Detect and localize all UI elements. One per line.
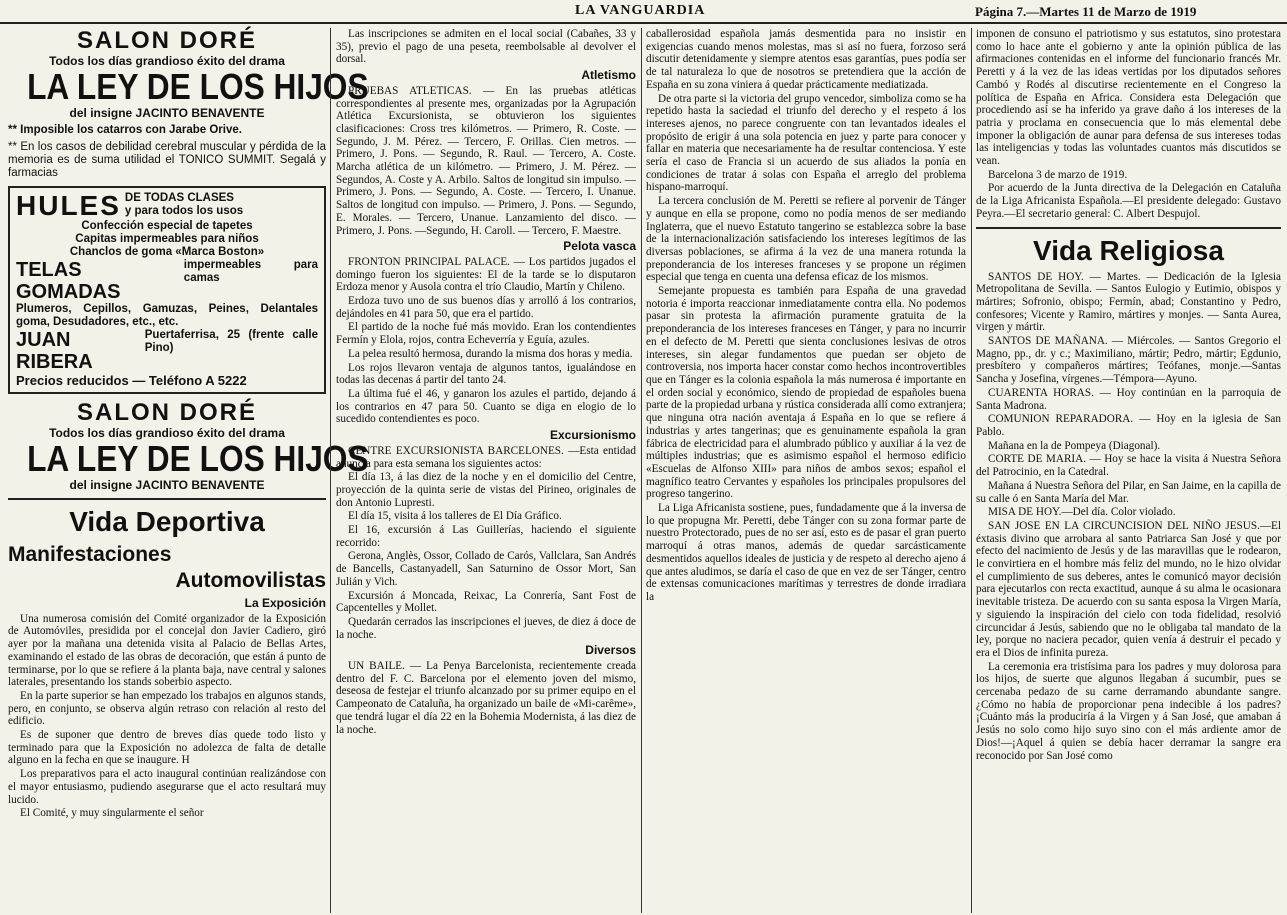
article-paragraph: Mañana á Nuestra Señora del Pilar, en San Jaime, en la capilla de su calle ó en Santa María del Mar. <box>976 479 1281 505</box>
divider <box>8 498 326 500</box>
ad-title: SALON DORÉ <box>76 27 257 54</box>
article-paragraph: Mañana en la de Pompeya (Diagonal). <box>988 439 1161 452</box>
article-signature: Por acuerdo de la Junta directiva de la Delegación en Cataluña de la Liga Africanista Española.—El presidente delegado: Gustavo Peyra.—El secretario general: C. Albert Despujol. <box>976 182 1281 220</box>
article-date: Barcelona 3 de marzo de 1919. <box>988 168 1128 181</box>
hules-word: HULES <box>16 190 121 221</box>
article-paragraph: imponen de consuno el patriotismo y sus estatutos, sino protestara como lo hace ante el gobierno y ante la opinión pública de las afirmaciones contenidas en el informe del funcionario francés Mr. Peretti y á la vez de las ideas vertidas por los diputados señores Cambó y Rodés al discutirse recientemente en el Congreso la política de España en Africa. Considera esta Delegación que procediendo así se ha inferido ya grave daño á los intereses de la patria y proclama en consecuencia que lo más elemental debe imponer la obligación de aunar para defensa de sus intereses todas las inteligencias y todas las voluntades cuantos más discutidos se vean. <box>976 28 1281 168</box>
salon-dore-ad-1 <box>8 27 369 120</box>
ad-play-title: LA LEY DE LOS HIJOS <box>27 66 369 107</box>
article-paragraph: El partido de la noche fué más movido. Eran los contendientes Fermín y Elola, rojos, contra Echeverría y Eguía, azules. <box>336 321 636 347</box>
article-paragraph: Gerona, Anglès, Ossor, Collado de Carós, Vallclara, San Andrés de Bancells, Castanyadell, San Saturnino de Ossor Mort, San Julián y Vich. <box>336 550 636 588</box>
hules-line: Confección especial de tapetes <box>81 220 253 232</box>
article-paragraph: Excursión á Moncada, Reixac, La Conrería, Sant Fost de Capcentelles y Mollet. <box>336 589 636 615</box>
article-paragraph: El Comité, y muy singularmente el señor <box>20 807 204 820</box>
hules-line: Plumeros, Cepillos, Gamuzas, Peines, Delantales goma, Desudadores, etc., etc. <box>16 303 318 328</box>
ad-play-title: LA LEY DE LOS HIJOS <box>27 438 369 479</box>
ad-title: SALON DORÉ <box>76 399 257 426</box>
hules-address: Puertaferrisa, 25 (frente calle Pino) <box>144 329 318 354</box>
article-paragraph: Las inscripciones se admiten en el local social (Cabañes, 33 y 35), previo el pago de una peseta, reembolsable al devolver el dorsal. <box>336 28 636 66</box>
masthead <box>0 0 1287 22</box>
juan-ribera: JUAN RIBERA <box>16 329 93 373</box>
article-paragraph: Los rojos llevaron ventaja de algunos tantos, igualándose en todas las decenas á partir del tanto 24. <box>336 361 636 387</box>
ad-author: del insigne JACINTO BENAVENTE <box>69 106 265 120</box>
hules-line: impermeables para camas <box>183 259 318 284</box>
article-paragraph: Es de suponer que dentro de breves días quede todo listo y terminado para que la Exposición no adolezca de falta de detalle alguno en la fecha en que se inaugure. H <box>8 729 326 767</box>
column-rule <box>330 28 331 913</box>
subheading: Diversos <box>585 643 636 658</box>
article-paragraph: SAN JOSE EN LA CIRCUNCISION DEL NIÑO JESUS.—El éxtasis divino que arrobara al santo Patriarca San José y que por efecto del nacimiento de Jesús y de las maravillas que le rodearon, le convirtiera en el hombre más feliz del mundo, no le hizo olvidar el cumplimiento de sus deberes, antes le comunicó mayor decisión para ejecutarlos con recta exactitud, aunque á su alma le ocasionara inevitable tristeza. De acuerdo con su santa esposa la Virgen María, y siguiendo la inspiración del cielo con toda fidelidad, resolvió circuncidar á Jesús, sabiendo que no le obligaba tal mandato de la ley, porque no naciera pecador, quien venía á destruir el pecado y era el Dios de infinita pureza. <box>976 519 1281 659</box>
article-paragraph: SANTOS DE HOY. — Martes. — Dedicación de la Iglesia Metropolitana de Sevilla. — Santos Eulogio y Eutimio, obispos y mártires; Sofronio, obispo; Fermín, abad; Constantino y Pedro, confesores; Vicente y Ramiro, mártires y monjes. — Santa Aurea, virgen y mártir. <box>976 270 1281 334</box>
article-paragraph: La última fué el 46, y ganaron los azules el partido, dejando á los contrarios en 47 para 50. Cuanto se diga en elogio de lo sucedido contendientes es poco. <box>336 387 636 426</box>
article-paragraph: Una numerosa comisión del Comité organizador de la Exposición de Automóviles, presidida por el concejal don Javier Cadiero, giró ayer por la mañana una detenida visita al Palacio de Bellas Artes, examinando el estado de las obras de decoración, que están á punto de terminarse, por lo que se refiere á la planta baja, nave central y salones laterales, presentando los stands soberbio aspecto. <box>8 612 326 689</box>
article-paragraph: El día 13, á las diez de la noche y en el domicilio del Centre, proyección de la quinta serie de vistas del Pirineo, originales de don Antonio Lupresti. <box>336 471 636 509</box>
article-paragraph: caballerosidad española jamás desmentida para no insistir en exigencias cuando menos molestas, mas si así no fuera, forzoso será discutir detenidamente y siempre atentos esas garantías, pues podía ser de tal naturaleza lo que de nosotros se pretendiera que la acción de España en su zona viniera á quedar prácticamente mediatizada. <box>646 28 966 91</box>
salon-dore-ad-2 <box>8 399 369 492</box>
article-paragraph: FRONTON PRINCIPAL PALACE. — Los partidos jugados el domingo fueron los siguientes: El de la tarde se lo disputaron Erdoza menor y Ausola contra el trío Claudio, Martín y Chileno. <box>336 255 636 294</box>
article-paragraph: La pelea resultó hermosa, durando la misma dos horas y media. <box>348 347 633 360</box>
article-paragraph: El día 15, visita á los talleres de El Día Gráfico. <box>348 510 562 523</box>
article-paragraph: Semejante propuesta es también para España de una gravedad notoria é importa reaccionar inmediatamente contra ella. No podemos pasar sin protesta la afirmación puramente gratuita de la preponderancia de los intereses franceses en Tánger, y para no incurrir en el defecto de M. Peretti que sienta conclusiones lesivas de otros intereses, sin alegar fundamentos que puedan ser objeto de controversia, nos importa hacer constar como hechos incontrovertibles que en Tánger es la colonia española la más numerosa é importante en el orden social y económico, siendo de propiedad de españoles buena parte de la propiedad urbana y rústica considerada allí como extranjera; que ninguna otra nación aventaja á España en lo que se refiere á industrias y artes tangerinas; que es genuinamente española la gran fábrica de electricidad para el alumbrado público y auxiliar á la vez de múltiples industrias; que es asimismo español el hermoso edificio «Escuelas de Alfonso XIII» para niños de ambos sexos; español el magnífico teatro Cervantes y españoles los principales propulsores del progreso tangerino. <box>646 285 966 501</box>
hules-line: y para todos los usos <box>124 205 244 217</box>
section-title: Vida Religiosa <box>1033 234 1224 266</box>
newspaper-name: LA VANGUARDIA <box>575 3 706 18</box>
article-paragraph: UN BAILE. — La Penya Barcelonista, recientemente creada dentro del F. C. Barcelona por el elemento joven del mismo, deseosa de festejar el triunfo alcanzado por su primer equipo en el Campeonato de Cataluña, ha organizado un baile de «Mi-carême», que tendrá lugar el día 22 en la Bohemia Modernista, á las diez de la noche. <box>336 660 636 736</box>
article-paragraph: COMUNION REPARADORA. — Hoy en la iglesia de San Pablo. <box>976 413 1281 438</box>
subheading: La Exposición <box>244 596 326 610</box>
article-paragraph: Quedarán cerrados las inscripciones el jueves, de diez á doce de la noche. <box>336 615 636 641</box>
article-paragraph: MISA DE HOY.—Del día. Color violado. <box>988 506 1176 519</box>
ad-line: Todos los días grandioso éxito del drama <box>49 54 285 68</box>
column-2 <box>336 28 636 913</box>
hules-prices: Precios reducidos — Teléfono A 5222 <box>16 373 247 388</box>
ad-line: Todos los días grandioso éxito del drama <box>49 426 285 440</box>
article-paragraph: PRUEBAS ATLETICAS. — En las pruebas atléticas correspondientes al presente mes, organizadas por la Agrupación Atlética Excursionista, se obtuvieron los siguientes clasificaciones: Cross tres kilómetros. — Primero, R. Coste. — Segundo, J. M. Pérez. — Tercero, F. Orillas. Cien metros. — Primero, J. Pons. — Segundo, R. Raul. — Tercero, A. Coste. Marcha atlética de un kilómetro. — Primero, J. M. Pérez. — Segundos, A. Coste y A. Arbilo. Saltos de longitud sin impulso. — Primero, J. Pons. — Segundo, A. Coste. — Tercero, I. Unanue. Saltos de longitud con impulso. — Primero, J. Pons. — Segundo, E. Morales. — Tercero, Unanue. Lanzamiento del disco. — Primero, J. Pons. —Segundo, H. Caroll. — Tercero, F. Maestre. <box>336 84 636 237</box>
subheading: Pelota vasca <box>563 239 636 254</box>
article-paragraph: De otra parte si la victoria del grupo vencedor, simboliza como se ha repetido hasta la saciedad el triunfo del derecho y el respeto á los intereses ajenos, no parece congruente con tan levantados ideales el propósito de erigir á una sola potencia en juez y parte para conocer y fallar en materia que necesariamente ha de resultar contenciosa. Y este sería el caso de Francia si un acuerdo de sus aliados la ponía en condiciones de tratar á solas con España el arreglo del problema hispano-marroquí. <box>646 92 966 194</box>
article-paragraph: El 16, excursión á Las Guillerías, haciendo el siguiente recorrido: <box>336 524 636 549</box>
top-rule <box>0 22 1287 24</box>
telas-gomadas: TELAS GOMADAS <box>16 259 121 303</box>
article-paragraph: Los preparativos para el acto inaugural continúan realizándose con el mayor entusiasmo, pudiendo asegurarse que el acto resultará muy lucido. <box>8 768 326 806</box>
headline-1: Manifestaciones <box>8 543 172 566</box>
article-paragraph: La Liga Africanista sostiene, pues, fundadamente que á la inversa de lo que propugna Mr. Peretti, debe Tánger con su zona formar parte de nuestro Protectorado, pues de no ser así, esto es de pasar el gran puerto marroquí á otras manos, además de quedar sarcásticamente desmentidos aquellos ideales de justicia y de respeto al derecho ajeno á que antes aludimos, se daría el caso de que en vez de ser Tánger, centro de extensas comunicaciones marítimas y terrestres de donde irradiara la <box>646 502 966 603</box>
article-paragraph: SANTOS DE MAÑANA. — Miércoles. — Santos Gregorio el Magno, pp., dr. y c.; Maximiliano, mártir; Pedro, mártir; Egdunio, presbítero y compañeros mártires; Teófanes, monje.—Santas Sancha y Josefina, vírgenes.—Témpora—Ayuno. <box>976 335 1281 386</box>
column-3 <box>646 28 966 913</box>
hules-line: DE TODAS CLASES <box>124 192 234 204</box>
divider <box>976 227 1281 229</box>
section-title: Vida Deportiva <box>69 506 265 537</box>
article-paragraph: CORTE DE MARIA. — Hoy se hace la visita á Nuestra Señora del Patrocinio, en la Catedral. <box>976 453 1281 479</box>
column-4 <box>976 28 1281 913</box>
column-rule <box>971 28 972 913</box>
ad-author: del insigne JACINTO BENAVENTE <box>69 478 265 492</box>
ad-note-tonico: ** En los casos de debilidad cerebral muscular y pérdida de la memoria es de suma utilidad el TONICO SUMMIT. Segalá y farmacias <box>8 141 326 179</box>
ad-note-jarabe: ** Imposible los catarros con Jarabe Orive. <box>8 124 242 136</box>
page-date: Página 7.—Martes 11 de Marzo de 1919 <box>975 4 1197 19</box>
hules-line: Capitas impermeables para niños <box>75 233 259 245</box>
column-1 <box>8 27 369 913</box>
article-paragraph: Erdoza tuvo uno de sus buenos días y arrolló á los contrarios, dejándoles en 41 para 50, que era el partido. <box>336 295 636 320</box>
hules-ad <box>8 186 326 394</box>
article-paragraph: CENTRE EXCURSIONISTA BARCELONES. —Esta entidad anuncia para esta semana los siguientes actos: <box>336 444 636 470</box>
subheading: Atletismo <box>581 68 636 83</box>
headline-2: Automovilistas <box>175 569 326 592</box>
hules-line: Chanclos de goma «Marca Boston» <box>69 246 265 258</box>
article-paragraph: La ceremonia era tristísima para los padres y muy dolorosa para los hijos, de suerte que algunos llegaban á sucumbir, pues se cercenaba pedazo de su carne derramando abundante sangre. ¿Cómo no había de proporcionar pena indecible á los padres? ¡Cuánto más la produciría á la Virgen y á San José, que amaban á Jesús no solo como hijo suyo sino con el más ardiente amor de Dios!—¡Aquel á quien se debía hacer derramar la sangre era reconocido por San José como <box>976 660 1281 762</box>
article-paragraph: CUARENTA HORAS. — Hoy continúan en la parroquia de Santa Madrona. <box>976 386 1281 412</box>
column-rule <box>641 28 642 913</box>
article-paragraph: La tercera conclusión de M. Peretti se refiere al porvenir de Tánger y aunque en ella se propone, como no podía menos de ser mediando Inglaterra, que el nuevo Estatuto tangerino se establezca sobre la base de la internacionalización satisfaciendo los intereses legítimos de las diversas poblaciones, se afirma á la vez de una manera rotunda la preponderancia de los intereses franceses y se propone un régimen especial que tenga en cuenta una defensa eficaz de los mismos. <box>646 195 966 284</box>
subheading: Excursionismo <box>549 428 636 443</box>
article-paragraph: En la parte superior se han empezado los trabajos en algunos stands, pero, en conjunto, se observa algún retraso con relación al resto del edificio. <box>8 689 326 728</box>
